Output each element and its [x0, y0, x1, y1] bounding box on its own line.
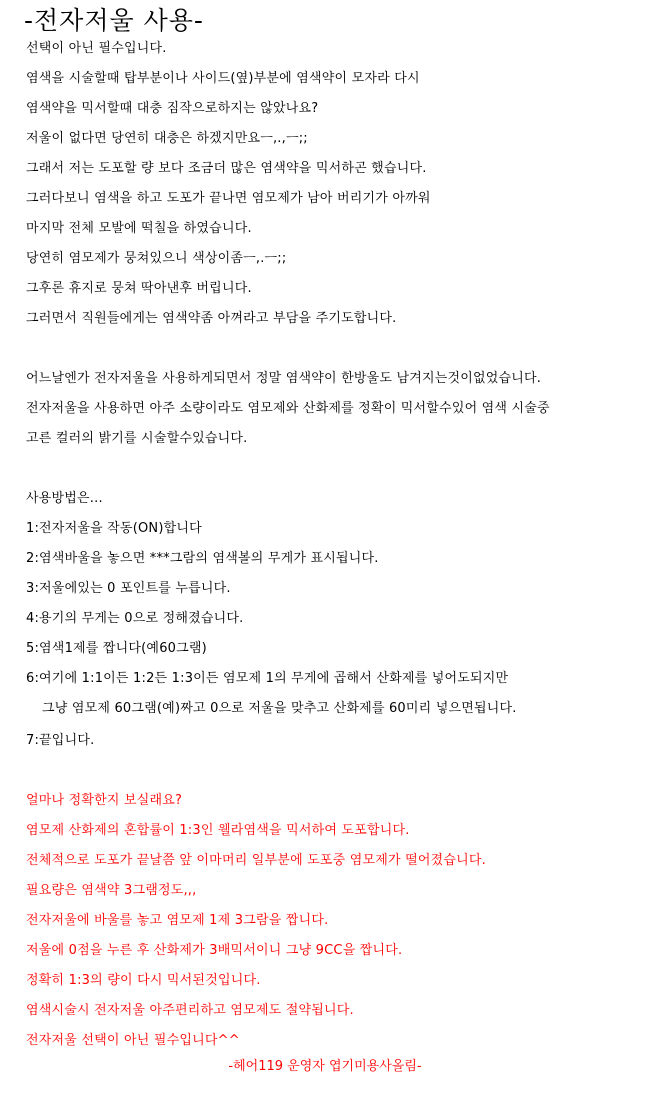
usage-step: 1:전자저울을 작동(ON)합니다	[26, 521, 202, 536]
benefit-line: 어느날엔가 전자저울을 사용하게되면서 정말 염색약이 한방울도 남겨지는것이없었습니다.	[26, 371, 542, 386]
usage-step: 6:여기에 1:1이든 1:2든 1:3이든 염모제 1의 무게에 곱해서 산화제를 넣어도되지만	[26, 671, 509, 686]
intro-line: 그후론 휴지로 뭉쳐 딱아낸후 버립니다.	[26, 281, 252, 296]
red-line: 염색시술시 전자저울 아주편리하고 염모제도 절약됩니다.	[26, 1003, 354, 1018]
benefit-line: 전자저울을 사용하면 아주 소량이라도 염모제와 산화제를 정확이 믹서할수있어 염색 시술중	[26, 401, 550, 416]
intro-line: 마지막 전체 모발에 떡칠을 하였습니다.	[26, 221, 252, 236]
usage-step: 2:염색바울을 놓으면 ***그람의 염색볼의 무게가 표시됩니다.	[26, 551, 379, 566]
usage-step: 4:용기의 무게는 0으로 정해졌습니다.	[26, 611, 244, 626]
red-line: 저울에 0점을 누른 후 산화제가 3배믹서이니 그냥 9CC을 짭니다.	[26, 943, 403, 958]
author-signature: -헤어119 운영자 엽기미용사올림-	[228, 1059, 422, 1074]
benefit-line: 고른 컬러의 밝기를 시술할수있습니다.	[26, 431, 248, 446]
intro-line: 염색약을 믹서할때 대충 짐작으로하지는 않았나요?	[26, 101, 319, 116]
usage-step: 5:염색1제를 짭니다(예60그램)	[26, 641, 207, 656]
usage-heading: 사용방법은...	[26, 491, 103, 506]
red-line: 얼마나 정확한지 보실래요?	[26, 793, 183, 808]
intro-line: 그래서 저는 도포할 량 보다 조금더 많은 염색약을 믹서하곤 했습니다.	[26, 161, 427, 176]
red-line: 전자저울에 바울를 놓고 염모제 1제 3그람을 짭니다.	[26, 913, 329, 928]
red-line: 염모제 산화제의 혼합률이 1:3인 웰라염색을 믹서하여 도포합니다.	[26, 823, 410, 838]
red-line: 필요량은 염색약 3그램정도,,,	[26, 883, 197, 898]
red-line: 정확히 1:3의 량이 다시 믹서된것입니다.	[26, 973, 261, 988]
intro-line: 그러면서 직원들에게는 염색약좀 아껴라고 부담을 주기도합니다.	[26, 311, 397, 326]
usage-step: 3:저울에있는 0 포인트를 누릅니다.	[26, 581, 231, 596]
red-line: 전체적으로 도포가 끝날쯤 앞 이마머리 일부분에 도포중 염모제가 떨어졌습니다.	[26, 853, 487, 868]
red-line: 전자저울 선택이 아닌 필수입니다^^	[26, 1033, 240, 1048]
intro-line: 염색을 시술할때 탑부분이나 사이드(옆)부분에 염색약이 모자라 다시	[26, 71, 420, 86]
intro-line: 선택이 아닌 필수입니다.	[26, 41, 167, 56]
intro-line: 그러다보니 염색을 하고 도포가 끝나면 염모제가 남아 버리기가 아까워	[26, 191, 431, 206]
intro-line: 저울이 없다면 당연히 대충은 하겠지만요ㅡ,.,ㅡ;;	[26, 131, 308, 146]
usage-step: 그냥 염모제 60그램(예)짜고 0으로 저울을 맞추고 산화제를 60미리 넣으면됩니다.	[42, 701, 517, 716]
intro-line: 당연히 염모제가 뭉쳐있으니 색상이좀ㅡ,.ㅡ;;	[26, 251, 287, 266]
usage-step: 7:끝입니다.	[26, 733, 95, 748]
page-title: -전자저울 사용-	[24, 6, 204, 35]
